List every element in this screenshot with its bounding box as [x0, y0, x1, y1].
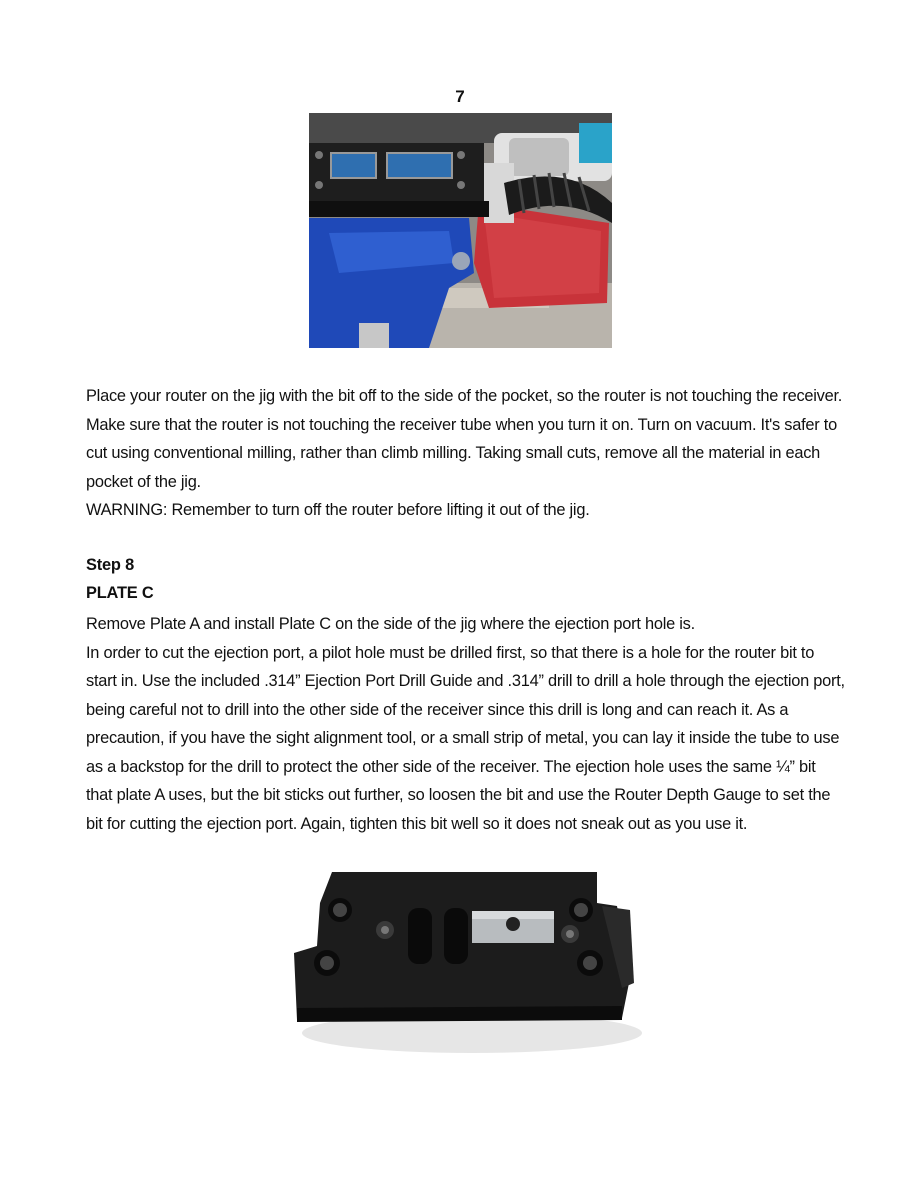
plate-c-jig-photo [272, 858, 662, 1064]
paragraph-text: Place your router on the jig with the bit off to the side of the pocket, so the router is not touching the receiver. Make sure that the router is not touching the receiver tube when you turn it on. Turn on vacuum. It's safer to cut using conventional milling, rather than climb milling. Taking small cuts, remove all the material in each pocket of the jig. [86, 387, 843, 491]
router-instructions-paragraph [86, 382, 846, 496]
warning-text: WARNING: Remember to turn off the router before lifting it out of the jig. [86, 501, 590, 519]
step-paragraph: In order to cut the ejection port, a pilot hole must be drilled first, so that there is a hole for the router bit to start in. Use the included .314” Ejection Port Drill Guide and .314” drill to drill a hole through the ejection port, being careful not to drill into the other side of the receiver since this drill is long and can reach it. As a precaution, if you have the sight alignment tool, or a small strip of metal, you can lay it inside the tube to use as a backstop for the drill to protect the other side of the receiver. The ejection hole uses the same ¼” bit that plate A uses, but the bit sticks out further, so loosen the bit and use the Router Depth Gauge to set the bit for cutting the ejection port. Again, tighten this bit well so it does not sneak out as you use it. [86, 643, 845, 833]
step-intro-line: Remove Plate A and install Plate C on the side of the jig where the ejection port hole is. [86, 615, 695, 633]
warning-paragraph [86, 496, 846, 525]
step-heading: Step 8 [86, 556, 134, 574]
router-on-jig-photo [309, 113, 612, 348]
plate-heading: PLATE C [86, 584, 154, 602]
step-8-body [86, 610, 846, 838]
page-number: 7 [455, 87, 465, 106]
